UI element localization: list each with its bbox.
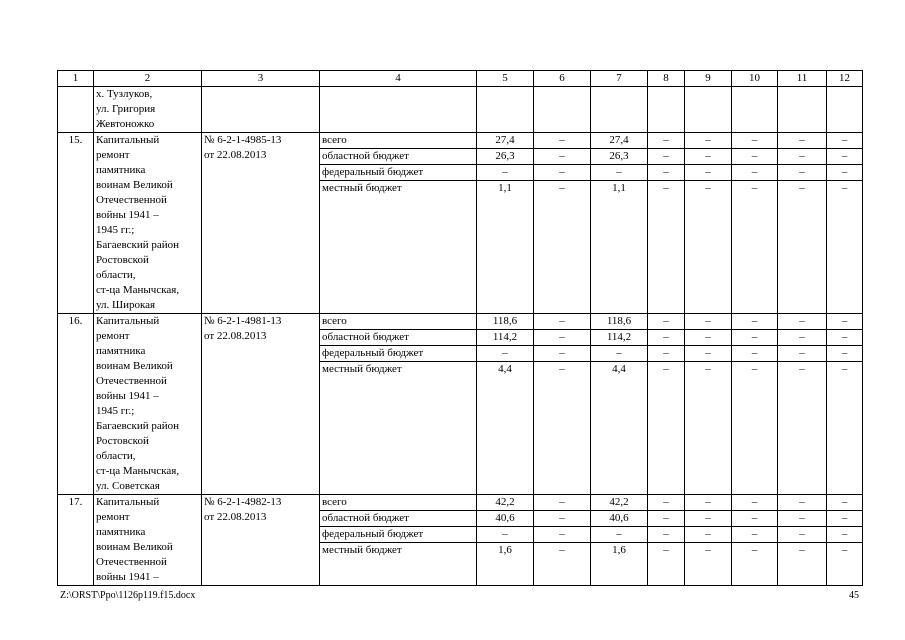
value-cell: – xyxy=(827,133,863,149)
value-cell: – xyxy=(648,181,685,314)
value-cell: – xyxy=(778,149,827,165)
text-line: Капитальный xyxy=(96,134,160,146)
text-line: Отечественной xyxy=(96,556,167,568)
value-cell: – xyxy=(827,330,863,346)
text-line: 1945 гг.; xyxy=(96,405,135,417)
text-line: ремонт xyxy=(96,330,130,342)
value-cell: – xyxy=(477,165,534,181)
value-cell: – xyxy=(648,346,685,362)
text-line: Капитальный xyxy=(96,496,160,508)
text-line: ремонт xyxy=(96,511,130,523)
value-cell: – xyxy=(778,181,827,314)
continuation-name xyxy=(94,87,202,133)
text-line: ул. Советская xyxy=(96,480,160,492)
file-path: Z:\ORST\Ppo\1126p119.f15.docx xyxy=(60,590,196,601)
value-cell: – xyxy=(685,181,732,314)
value-cell: – xyxy=(732,346,778,362)
budget-table xyxy=(57,70,863,586)
value-cell: 118,6 xyxy=(591,314,648,330)
value-cell: – xyxy=(827,314,863,330)
value-cell: 1,6 xyxy=(477,543,534,586)
funding-source-label: всего xyxy=(320,133,477,149)
text-line: Отечественной xyxy=(96,194,167,206)
value-cell: – xyxy=(778,165,827,181)
value-cell: – xyxy=(534,527,591,543)
value-cell: – xyxy=(648,543,685,586)
value-cell: – xyxy=(648,527,685,543)
header-cell: 12 xyxy=(827,71,863,87)
value-cell: – xyxy=(685,314,732,330)
value-cell: 26,3 xyxy=(477,149,534,165)
page-number: 45 xyxy=(849,590,859,601)
value-cell: – xyxy=(534,133,591,149)
text-line: памятника xyxy=(96,164,146,176)
value-cell: – xyxy=(685,165,732,181)
text-line: № 6-2-1-4982-13 xyxy=(204,496,282,508)
value-cell: – xyxy=(477,346,534,362)
value-cell: – xyxy=(591,165,648,181)
table-row xyxy=(58,495,863,511)
funding-source-label: областной бюджет xyxy=(320,330,477,346)
continuation-doc xyxy=(202,87,320,133)
value-cell: – xyxy=(732,330,778,346)
funding-source-label: местный бюджет xyxy=(320,362,477,495)
value-cell: – xyxy=(778,314,827,330)
value-cell: – xyxy=(685,149,732,165)
value-cell: 42,2 xyxy=(591,495,648,511)
value-cell: – xyxy=(732,362,778,495)
value-cell: 1,1 xyxy=(591,181,648,314)
funding-source-label: всего xyxy=(320,314,477,330)
header-cell: 9 xyxy=(685,71,732,87)
text-line: ст-ца Манычская, xyxy=(96,465,180,477)
text-line: ул. Широкая xyxy=(96,299,156,311)
continuation-row xyxy=(58,87,863,133)
funding-source-label: областной бюджет xyxy=(320,511,477,527)
text-line: войны 1941 – xyxy=(96,209,159,221)
text-line: Отечественной xyxy=(96,375,167,387)
value-cell: – xyxy=(648,362,685,495)
value-cell: – xyxy=(534,346,591,362)
value-cell: 40,6 xyxy=(591,511,648,527)
header-cell: 6 xyxy=(534,71,591,87)
text-line: № 6-2-1-4985-13 xyxy=(204,134,282,146)
entry-document xyxy=(202,133,320,314)
value-cell: – xyxy=(685,133,732,149)
funding-source-label: федеральный бюджет xyxy=(320,527,477,543)
value-cell: – xyxy=(685,330,732,346)
text-line: воинам Великой xyxy=(96,179,173,191)
header-cell: 2 xyxy=(94,71,202,87)
value-cell: – xyxy=(534,149,591,165)
value-cell: – xyxy=(534,165,591,181)
table-row xyxy=(58,133,863,149)
value-cell: 114,2 xyxy=(591,330,648,346)
value-cell: – xyxy=(685,362,732,495)
text-line: войны 1941 – xyxy=(96,390,159,402)
funding-source-label: областной бюджет xyxy=(320,149,477,165)
value-cell: – xyxy=(685,495,732,511)
funding-source-label: федеральный бюджет xyxy=(320,346,477,362)
value-cell: – xyxy=(648,314,685,330)
text-line: области, xyxy=(96,450,136,462)
entry-name xyxy=(94,495,202,586)
value-cell: 114,2 xyxy=(477,330,534,346)
value-cell: – xyxy=(648,165,685,181)
value-cell: – xyxy=(827,362,863,495)
header-cell: 4 xyxy=(320,71,477,87)
text-line: от 22.08.2013 xyxy=(204,511,267,523)
value-cell: 1,1 xyxy=(477,181,534,314)
value-cell: – xyxy=(732,133,778,149)
value-cell: – xyxy=(685,346,732,362)
text-line: Капитальный xyxy=(96,315,160,327)
text-line: памятника xyxy=(96,345,146,357)
value-cell: – xyxy=(648,330,685,346)
value-cell: – xyxy=(732,543,778,586)
header-cell: 11 xyxy=(778,71,827,87)
header-row xyxy=(58,71,863,87)
value-cell: 118,6 xyxy=(477,314,534,330)
value-cell: – xyxy=(778,495,827,511)
value-cell: – xyxy=(827,181,863,314)
text-line: Багаевский район xyxy=(96,239,180,251)
value-cell: – xyxy=(685,527,732,543)
value-cell: – xyxy=(648,511,685,527)
value-cell: – xyxy=(827,527,863,543)
value-cell: – xyxy=(534,495,591,511)
value-cell: – xyxy=(732,181,778,314)
value-cell: – xyxy=(778,543,827,586)
text-line: воинам Великой xyxy=(96,360,173,372)
value-cell: – xyxy=(534,543,591,586)
value-cell: – xyxy=(648,149,685,165)
entry-number: 17. xyxy=(58,495,94,586)
value-cell: – xyxy=(778,346,827,362)
value-cell: 1,6 xyxy=(591,543,648,586)
entry-document xyxy=(202,495,320,586)
funding-source-label: местный бюджет xyxy=(320,543,477,586)
text-line: № 6-2-1-4981-13 xyxy=(204,315,282,327)
text-line: воинам Великой xyxy=(96,541,173,553)
value-cell: 4,4 xyxy=(477,362,534,495)
value-cell: – xyxy=(685,511,732,527)
text-line: от 22.08.2013 xyxy=(204,330,267,342)
value-cell: – xyxy=(827,149,863,165)
value-cell: – xyxy=(732,314,778,330)
funding-source-label: местный бюджет xyxy=(320,181,477,314)
value-cell: – xyxy=(685,543,732,586)
value-cell: – xyxy=(648,495,685,511)
header-cell: 1 xyxy=(58,71,94,87)
value-cell: 26,3 xyxy=(591,149,648,165)
text-line: Ростовской xyxy=(96,254,149,266)
value-cell: 27,4 xyxy=(477,133,534,149)
value-cell: – xyxy=(591,346,648,362)
value-cell: – xyxy=(732,511,778,527)
text-line: ст-ца Манычская, xyxy=(96,284,180,296)
value-cell: – xyxy=(534,362,591,495)
value-cell: – xyxy=(827,495,863,511)
header-cell: 10 xyxy=(732,71,778,87)
value-cell: – xyxy=(732,149,778,165)
value-cell: – xyxy=(591,527,648,543)
entry-number: 16. xyxy=(58,314,94,495)
table-row xyxy=(58,314,863,330)
value-cell: 4,4 xyxy=(591,362,648,495)
text-line: от 22.08.2013 xyxy=(204,149,267,161)
funding-source-label: всего xyxy=(320,495,477,511)
value-cell: – xyxy=(732,495,778,511)
text-line: Ростовской xyxy=(96,435,149,447)
value-cell: – xyxy=(827,511,863,527)
value-cell: – xyxy=(827,543,863,586)
value-cell: – xyxy=(778,362,827,495)
text-line: ул. Григория xyxy=(96,103,156,115)
entry-document xyxy=(202,314,320,495)
value-cell: – xyxy=(732,165,778,181)
value-cell: – xyxy=(778,527,827,543)
text-line: х. Тузлуков, xyxy=(96,88,153,100)
text-line: Багаевский район xyxy=(96,420,180,432)
entry-number: 15. xyxy=(58,133,94,314)
text-line: 1945 гг.; xyxy=(96,224,135,236)
header-cell: 3 xyxy=(202,71,320,87)
text-line: области, xyxy=(96,269,136,281)
value-cell: – xyxy=(534,330,591,346)
text-line: ремонт xyxy=(96,149,130,161)
value-cell: 42,2 xyxy=(477,495,534,511)
header-cell: 7 xyxy=(591,71,648,87)
value-cell: – xyxy=(534,511,591,527)
funding-source-label: федеральный бюджет xyxy=(320,165,477,181)
value-cell: – xyxy=(477,527,534,543)
value-cell: 27,4 xyxy=(591,133,648,149)
text-line: войны 1941 – xyxy=(96,571,159,583)
value-cell: – xyxy=(778,133,827,149)
value-cell: – xyxy=(732,527,778,543)
value-cell: – xyxy=(827,346,863,362)
text-line: Жевтоножко xyxy=(96,118,155,130)
header-cell: 5 xyxy=(477,71,534,87)
value-cell: 40,6 xyxy=(477,511,534,527)
value-cell: – xyxy=(534,314,591,330)
entry-name xyxy=(94,314,202,495)
value-cell: – xyxy=(827,165,863,181)
value-cell: – xyxy=(534,181,591,314)
text-line: памятника xyxy=(96,526,146,538)
value-cell: – xyxy=(778,511,827,527)
header-cell: 8 xyxy=(648,71,685,87)
continuation-no xyxy=(58,87,94,133)
value-cell: – xyxy=(648,133,685,149)
value-cell: – xyxy=(778,330,827,346)
entry-name xyxy=(94,133,202,314)
